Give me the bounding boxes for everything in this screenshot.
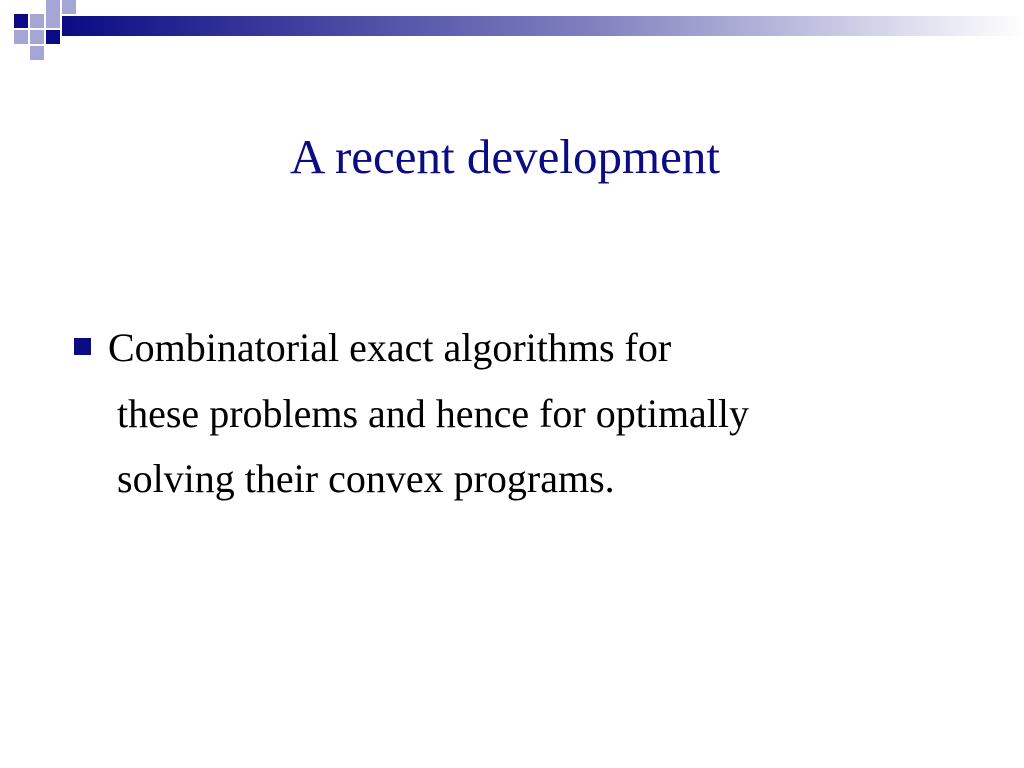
checker-square [46, 0, 60, 14]
header-decoration [0, 0, 1024, 70]
checker-square [30, 46, 44, 60]
checker-square [14, 30, 28, 44]
checker-square [30, 14, 44, 28]
checker-square [30, 30, 44, 44]
checker-square [14, 14, 28, 28]
checker-square [46, 14, 60, 28]
square-bullet-icon [74, 338, 91, 355]
header-gradient-bar [62, 16, 1024, 36]
slide-title: A recent development [290, 129, 720, 184]
bullet-line-1: Combinatorial exact algorithms for [108, 325, 672, 370]
bullet-line-3: solving their convex programs. [117, 456, 615, 501]
checker-square [46, 30, 60, 44]
checker-square [62, 0, 76, 14]
bullet-line-2: these problems and hence for optimally [117, 391, 750, 436]
